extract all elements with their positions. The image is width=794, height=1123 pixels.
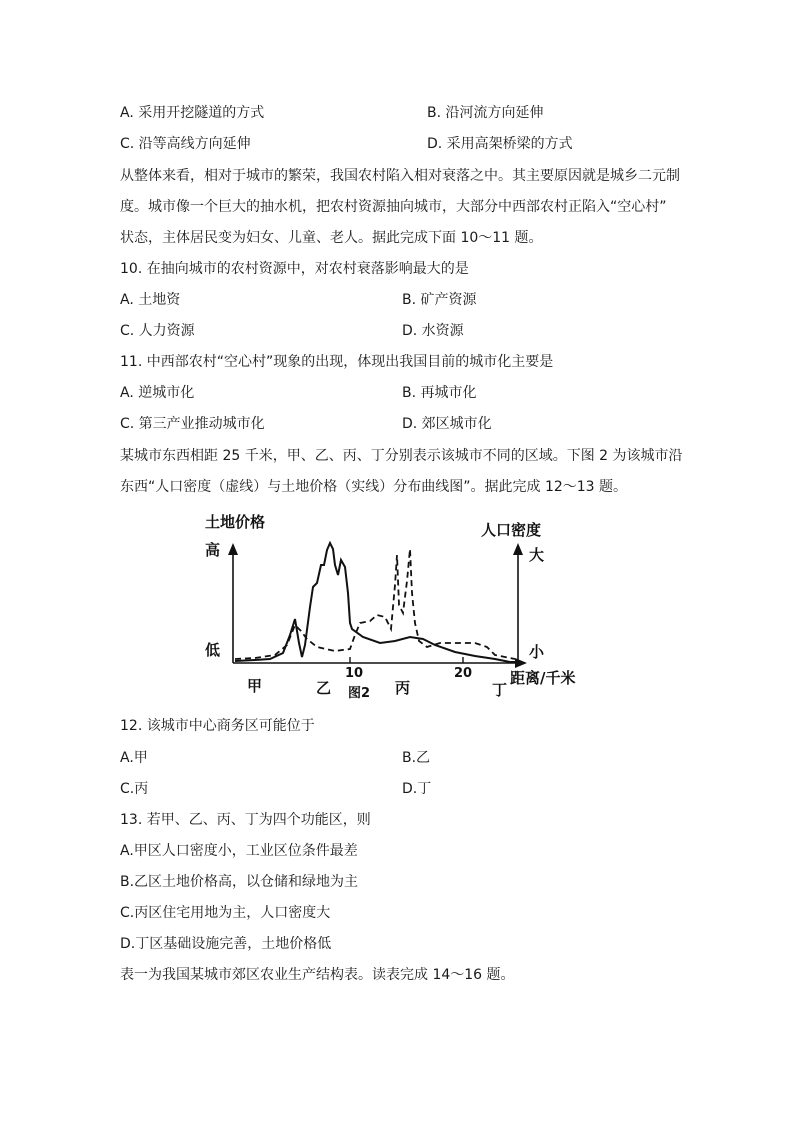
right-axis-high-label: 大 [529,546,545,564]
right-axis-low-label: 小 [529,643,545,661]
right-axis-title: 人口密度 [481,521,542,539]
figure-caption: 图2 [348,686,371,701]
passage2-line2: 东西“人口密度（虚线）与土地价格（实线）分布曲线图”。据此完成 12～13 题。 [120,479,628,495]
q12-option-b: B.乙 [402,750,431,766]
passage1-line3: 状态，主体居民变为妇女、儿童、老人。据此完成下面 10～11 题。 [120,230,543,246]
x-axis-title: 距离/千米 [510,669,576,687]
zone-bing-label: 丙 [395,679,411,697]
q13-option-c: C.丙区住宅用地为主，人口密度大 [120,905,331,921]
q10-option-a: A. 土地资 [120,292,181,308]
x-tick-label-20: 20 [454,666,473,681]
q10-option-d: D. 水资源 [402,323,464,339]
x-tick-label-10: 10 [345,666,364,681]
zone-yi-label: 乙 [316,679,332,697]
q11-option-c: C. 第三产业推动城市化 [120,416,265,432]
left-y-axis-arrow [228,543,238,555]
q12-stem: 12. 该城市中心商务区可能位于 [120,718,315,734]
q13-stem: 13. 若甲、乙、丙、丁为四个功能区，则 [120,812,371,828]
left-axis-title: 土地价格 [205,513,266,531]
q9-option-a: A. 采用开挖隧道的方式 [120,105,265,121]
zone-jia-label: 甲 [247,677,263,695]
land-price-curve [235,543,517,662]
passage1-line2: 度。城市像一个巨大的抽水机，把农村资源抽向城市，大部分中西部农村正陷入“空心村” [120,199,667,215]
figure-2-land-price-population-density [195,505,605,705]
q9-option-c: C. 沿等高线方向延伸 [120,136,251,152]
q11-stem: 11. 中西部农村“空心村”现象的出现，体现出我国目前的城市化主要是 [120,354,554,370]
q9-option-d: D. 采用高架桥梁的方式 [427,136,573,152]
q11-option-a: A. 逆城市化 [120,385,195,401]
q11-option-b: B. 再城市化 [402,385,477,401]
population-density-curve [235,549,515,659]
q10-option-b: B. 矿产资源 [402,292,477,308]
passage3-line1: 表一为我国某城市郊区农业生产结构表。读表完成 14～16 题。 [120,967,515,983]
right-y-axis-arrow [513,543,523,555]
q11-option-d: D. 郊区城市化 [402,416,492,432]
q12-option-c: C.丙 [120,781,149,797]
q10-stem: 10. 在抽向城市的农村资源中，对农村衰落影响最大的是 [120,261,469,277]
q9-option-b: B. 沿河流方向延伸 [427,105,544,121]
q12-option-a: A.甲 [120,750,148,766]
passage2-line1: 某城市东西相距 25 千米，甲、乙、丙、丁分别表示该城市不同的区域。下图 2 为该城市沿 [120,448,683,464]
left-axis-low-label: 低 [205,641,221,659]
q13-option-b: B.乙区土地价格高，以仓储和绿地为主 [120,874,359,890]
q10-option-c: C. 人力资源 [120,323,195,339]
q12-option-d: D.丁 [402,781,432,797]
q13-option-a: A.甲区人口密度小，工业区位条件最差 [120,843,358,859]
q13-option-d: D.丁区基础设施完善，土地价格低 [120,936,332,952]
passage1-line1: 从整体来看，相对于城市的繁荣，我国农村陷入相对衰落之中。其主要原因就是城乡二元制 [120,168,680,184]
left-axis-high-label: 高 [205,541,221,559]
zone-ding-label: 丁 [492,681,508,699]
